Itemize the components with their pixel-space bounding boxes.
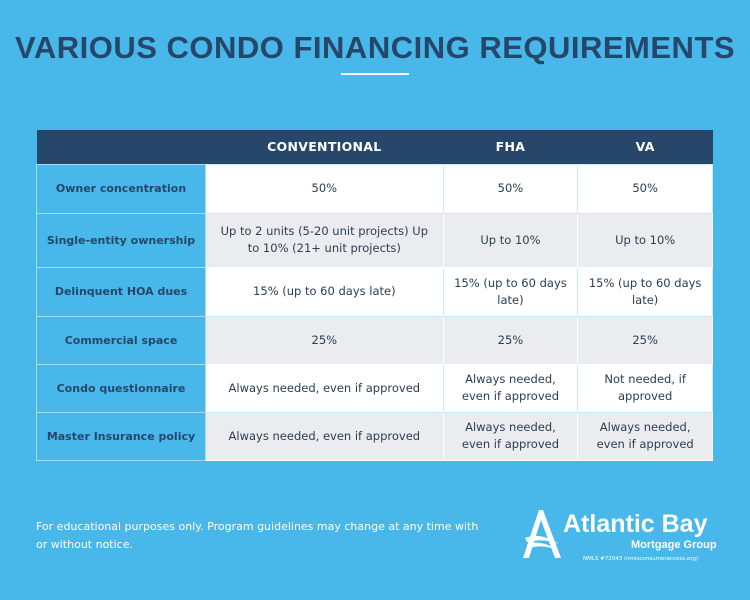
cell-value: Always needed, even if approved [206, 412, 444, 460]
cell-value: Up to 10% [578, 213, 713, 267]
cell-value: 15% (up to 60 days late) [443, 267, 578, 316]
table-row [37, 364, 713, 412]
table-row [37, 316, 713, 364]
nmls-number: NMLS #72043 (nmlsconsumeraccess.org) [583, 556, 699, 562]
cell-value: Up to 2 units (5-20 unit projects) Up to 10% (21+ unit projects) [206, 213, 444, 267]
page-title: VARIOUS CONDO FINANCING REQUIREMENTS [14, 30, 736, 65]
cell-value: 50% [443, 164, 578, 213]
cell-value: 50% [578, 164, 713, 213]
column-header: FHA [443, 130, 578, 164]
row-label: Delinquent HOA dues [37, 267, 206, 316]
cell-value: Not needed, if approved [578, 364, 713, 412]
requirements-table [36, 130, 713, 461]
column-header: VA [578, 130, 713, 164]
disclaimer: For educational purposes only. Program guidelines may change at any time with or without notice. [36, 520, 479, 551]
cell-value: 25% [206, 316, 444, 364]
logo-sub: Mortgage Group [631, 539, 717, 551]
row-label: Commercial space [37, 316, 206, 364]
table-header [37, 130, 713, 164]
row-label: Master Insurance policy [37, 412, 206, 460]
cell-value: Always needed, even if approved [443, 412, 578, 460]
row-label: Single-entity ownership [37, 213, 206, 267]
cell-value: 15% (up to 60 days late) [578, 267, 713, 316]
cell-value: 25% [443, 316, 578, 364]
cell-value: Always needed, even if approved [206, 364, 444, 412]
cell-value: 50% [206, 164, 444, 213]
column-header [37, 130, 206, 164]
logo-name: Atlantic Bay [563, 510, 708, 538]
row-label: Condo questionnaire [37, 364, 206, 412]
logo-a-icon [519, 508, 563, 560]
title-underline [341, 73, 409, 75]
company-logo [519, 508, 719, 568]
row-label: Owner concentration [37, 164, 206, 213]
cell-value: Always needed, even if approved [578, 412, 713, 460]
cell-value: 15% (up to 60 days late) [206, 267, 444, 316]
cell-value: Always needed, even if approved [443, 364, 578, 412]
table-row [37, 412, 713, 460]
column-header: CONVENTIONAL [206, 130, 444, 164]
table-row [37, 267, 713, 316]
cell-value: 25% [578, 316, 713, 364]
cell-value: Up to 10% [443, 213, 578, 267]
table-row [37, 213, 713, 267]
table-row [37, 164, 713, 213]
